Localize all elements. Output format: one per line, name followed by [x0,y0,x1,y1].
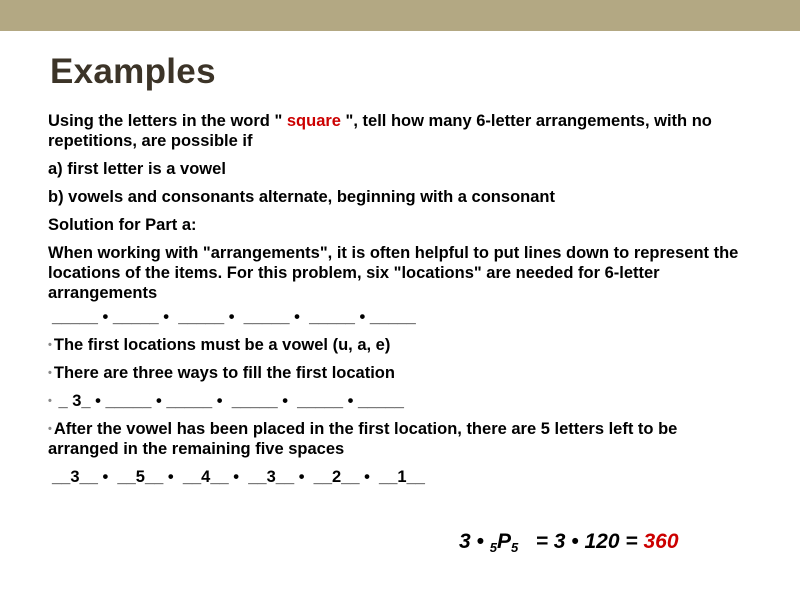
part-b: b) vowels and consonants alternate, beginning with a consonant [48,188,555,206]
bullet-item [48,335,748,355]
part-a: a) first letter is a vowel [48,160,226,178]
bullet-item [48,419,748,459]
bullet-icon: • [48,367,52,379]
bullet-item [48,391,748,411]
formula-middle: = 3 • 120 = [518,530,644,553]
formula-result: 360 [643,530,679,553]
formula-sub-n: 5 [489,540,497,555]
problem-statement [48,111,748,151]
formula-sub-r: 5 [510,540,519,555]
filled-slots: __3__ • __5__ • __4__ • __3__ • __2__ • __1__ [52,468,425,486]
intro-after: ", tell how many 6-letter arrangements, with no repetitions, are possible if [48,112,712,150]
bullet-text: _ 3_ • _____ • _____ • _____ • _____ • _____ [53,392,404,410]
bullet-text: The first locations must be a vowel (u, a, e) [53,336,391,354]
slide-body [48,111,748,487]
explanation: When working with "arrangements", it is often helpful to put lines down to represent the locations of the items. For this problem, six "locations" are needed for 6-letter arrangements [48,244,739,302]
formula-left: 3 • [459,530,490,553]
intro-before: Using the letters in the word " [48,112,287,130]
bullet-text: After the vowel has been placed in the first location, there are 5 letters left to be arranged in the remaining five spaces [48,420,678,458]
bullet-item [48,363,748,383]
permutation-formula [459,530,679,555]
bullet-icon: • [48,339,52,351]
highlighted-word: square [286,112,341,130]
slide-title: Examples [50,52,216,91]
top-bar [0,0,800,31]
formula-p: P [496,530,511,553]
bullet-icon: • [48,395,52,407]
blank-slots: _____ • _____ • _____ • _____ • _____ • _____ [52,308,416,326]
bullet-text: There are three ways to fill the first location [53,364,395,382]
bullet-icon: • [48,423,52,435]
solution-heading: Solution for Part a: [48,216,197,234]
